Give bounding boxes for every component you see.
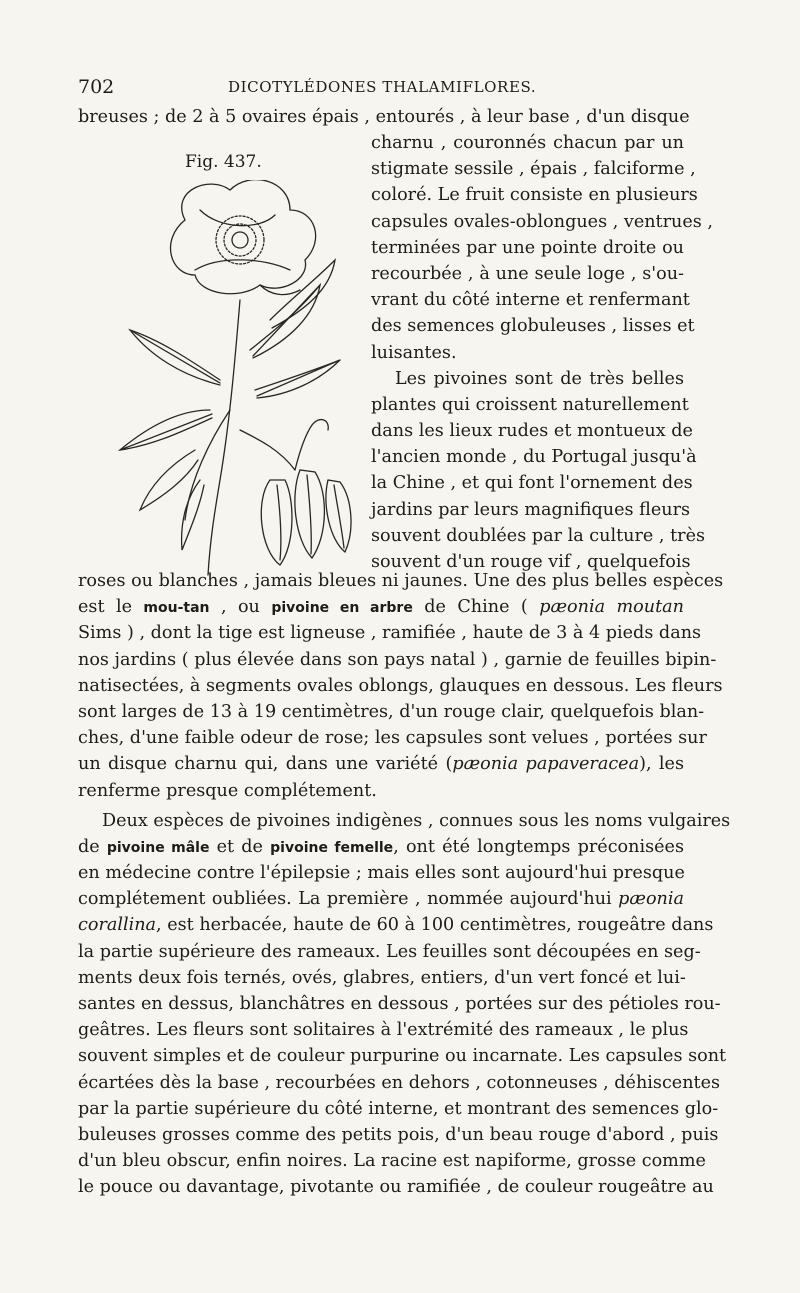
text-line: santes en dessus, blanchâtres en dessous , portées sur des pétioles rou-: [78, 994, 721, 1014]
text-line: la Chine , et qui font l'ornement des: [371, 473, 693, 494]
text-line: souvent simples et de couleur purpurine ou incarnate. Les capsules sont: [78, 1046, 727, 1067]
text-line: terminées par une pointe droite ou: [371, 237, 684, 258]
body-text: [78, 568, 731, 1201]
text-line: souvent d'un rouge vif , quelquefois: [371, 552, 691, 572]
term-mou-tan: mou-tan: [143, 600, 210, 617]
text-line: charnu , couronnés chacun par un: [371, 133, 684, 153]
term-pivoine-male: pivoine mâle: [106, 839, 210, 856]
text-line: complétement oubliées. La première , nommée aujourd'hui pæonia: [78, 889, 684, 910]
text-line: stigmate sessile , épais , falciforme ,: [371, 159, 696, 180]
latin-name: pæonia moutan: [539, 597, 684, 618]
text-line: ches, d'une faible odeur de rose; les capsules sont velues , portées sur: [78, 728, 707, 749]
text-line: vrant du côté interne et renfermant: [371, 290, 690, 311]
text-line: capsules ovales-oblongues , ventrues ,: [371, 211, 713, 232]
text-line: écartées dès la base , recourbées en dehors , cotonneuses , déhiscentes: [78, 1072, 721, 1093]
latin-name: pæonia papaveracea: [452, 754, 640, 775]
text-line: l'ancien monde , du Portugal jusqu'à: [371, 447, 697, 468]
text-line: le pouce ou davantage, pivotante ou ramifiée , de couleur rougeâtre au: [78, 1177, 714, 1198]
term-pivoine-en-arbre: pivoine en arbre: [271, 600, 413, 617]
text-line: Deux espèces de pivoines indigènes , connues sous les noms vulgaires: [102, 810, 731, 831]
text-line: de pivoine mâle et de pivoine femelle, ont été longtemps préconisées: [78, 836, 684, 857]
text-line: d'un bleu obscur, enfin noires. La racine est napiforme, grosse comme: [78, 1151, 706, 1172]
figure-caption: Fig. 437.: [185, 152, 262, 172]
page-header: [78, 76, 686, 100]
text-line: jardins par leurs magnifiques fleurs: [371, 499, 691, 520]
page-number: 702: [78, 76, 115, 98]
text-line: en médecine contre l'épilepsie ; mais elles sont aujourd'hui presque: [78, 863, 685, 884]
figure-peony: [90, 152, 358, 580]
text-line: la partie supérieure des rameaux. Les feuilles sont découpées en seg-: [78, 941, 701, 962]
text-line: Les pivoines sont de très belles: [395, 368, 684, 389]
opening-line: breuses ; de 2 à 5 ovaires épais , entourés , à leur base , d'un disque: [78, 107, 690, 127]
text-line: buleuses grosses comme des petits pois, d'un beau rouge d'abord , puis: [78, 1124, 719, 1145]
peony-illustration: [90, 180, 358, 580]
text-line: dans les lieux rudes et montueux de: [371, 421, 693, 442]
text-line: sont larges de 13 à 19 centimètres, d'un rouge clair, quelquefois blan-: [78, 701, 705, 722]
text-line: par la partie supérieure du côté interne, et montrant des semences glo-: [78, 1098, 719, 1119]
text-line: renferme presque complétement.: [78, 780, 377, 801]
latin-name: pæonia: [618, 889, 684, 910]
text-line: corallina, est herbacée, haute de 60 à 100 centimètres, rougeâtre dans: [78, 915, 714, 936]
text-line: Sims ) , dont la tige est ligneuse , ramifiée , haute de 3 à 4 pieds dans: [78, 623, 702, 644]
text-line: est le mou-tan , ou pivoine en arbre de Chine ( pæonia moutan: [78, 597, 684, 618]
term-pivoine-femelle: pivoine femelle: [270, 839, 394, 856]
text-line: coloré. Le fruit consiste en plusieurs: [371, 185, 698, 206]
wrapped-column-text: [371, 130, 713, 575]
text-line: des semences globuleuses , lisses et: [371, 316, 695, 337]
text-line: recourbée , à une seule loge , s'ou-: [371, 263, 684, 284]
text-line: luisantes.: [371, 342, 457, 363]
text-line: natisectées, à segments ovales oblongs, glauques en dessous. Les fleurs: [78, 675, 723, 696]
text-line: geâtres. Les fleurs sont solitaires à l'extrémité des rameaux , le plus: [78, 1020, 689, 1041]
text-line: souvent doublées par la culture , très: [371, 525, 706, 546]
text-line: plantes qui croissent naturellement: [371, 394, 689, 415]
text-line: un disque charnu qui, dans une variété (pæonia papaveracea), les: [78, 754, 684, 775]
latin-name: corallina: [78, 915, 157, 936]
text-line: nos jardins ( plus élevée dans son pays natal ) , garnie de feuilles bipin-: [78, 649, 717, 670]
running-title: DICOTYLÉDONES THALAMIFLORES.: [228, 78, 537, 96]
text-line: roses ou blanches , jamais bleues ni jaunes. Une des plus belles espèces: [78, 571, 724, 591]
text-line: ments deux fois ternés, ovés, glabres, entiers, d'un vert foncé et lui-: [78, 967, 686, 988]
